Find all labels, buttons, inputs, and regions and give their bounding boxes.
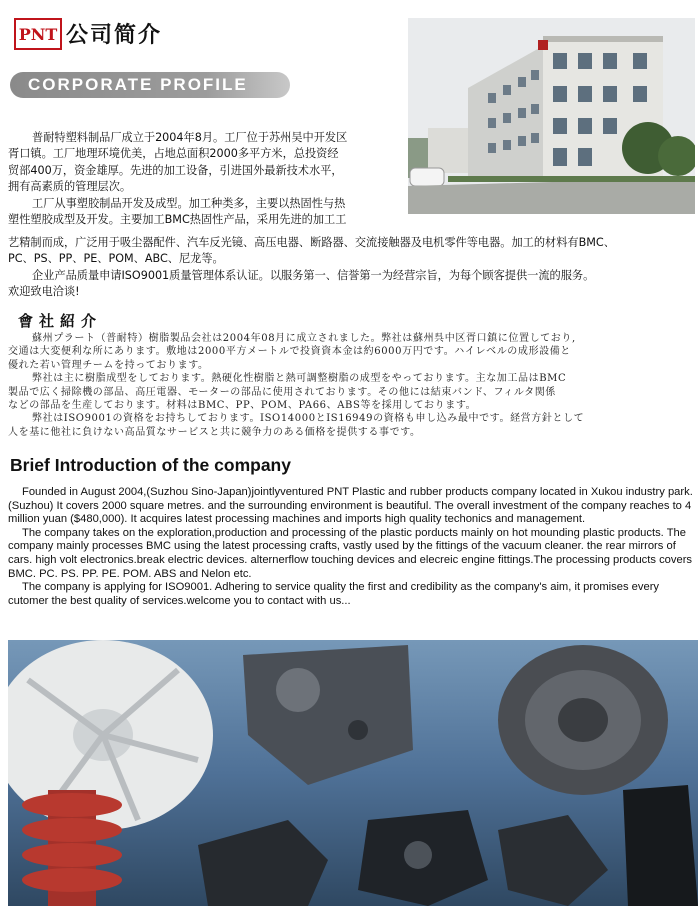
cn-line: 工厂从事塑胶制品开发及成型。加工种类多，主要以热固性与热 bbox=[32, 196, 346, 210]
jp-line: 人を基に他社に負けない高品質なサービスと共に競争力のある価格を提供する事です。 bbox=[8, 426, 421, 438]
cn-line: 艺精制而成，广泛用于吸尘器配件、汽车反光镜、高压电器、断路器、交流接触器及电机零件等电器。加工的材料有BMC、 bbox=[8, 236, 615, 249]
company-logo bbox=[14, 18, 62, 50]
products-illustration bbox=[8, 640, 698, 906]
japanese-section-title: 會社紹介 bbox=[18, 312, 103, 330]
cn-line: 胥口镇。工厂地理环境优美，占地总面积2000多平方米，总投资经 bbox=[8, 147, 339, 161]
jp-line: 優れた若い管理チームを持っております。 bbox=[8, 359, 209, 371]
chinese-intro-top bbox=[8, 130, 400, 228]
corporate-profile-banner bbox=[10, 72, 290, 98]
chinese-intro-bottom bbox=[8, 235, 694, 301]
cn-line: 拥有高素质的管理层次。 bbox=[8, 180, 132, 194]
english-section-title: Brief Introduction of the company bbox=[10, 455, 291, 475]
banner-label: CORPORATE PROFILE bbox=[28, 75, 248, 94]
products-photo bbox=[8, 640, 698, 906]
jp-line: 弊社は主に樹脂成型をしております。熱硬化性樹脂と熱可調整樹脂の成型をやっております。主な加工品はBMC bbox=[32, 373, 567, 385]
building-illustration bbox=[408, 18, 695, 214]
logo-text: PNT bbox=[18, 24, 58, 44]
cn-line: 塑性塑胶成型及开发。主要加工BMC热固性产品，采用先进的加工工 bbox=[8, 213, 347, 227]
en-paragraph: The company takes on the exploration,production and processing of the plastic porducts mainly on hot mounding plastic products. The company mainly processes BMC using the latest processing crafts, vastly used by the fittings of the vacuum cleaner. the rear mirrors of cars. high volt electronics.break electric devices. alternerflow touching devices and elecreic engine fittings.The processing products covers BMC. PC. PS. PP. PE. POM. ABS and Nelon etc. bbox=[8, 526, 693, 580]
cn-line: 普耐特塑料制品厂成立于2004年8月。工厂位于苏州吴中开发区 bbox=[32, 131, 348, 144]
jp-line: 蘇州プラート（普耐特）樹脂製品会社は2004年08月に成立されました。弊社は蘇州呉中区胥口鎮に位置しており, bbox=[32, 333, 576, 344]
jp-line: 交通は大変便利な所にあります。敷地は2000平方メートルで投資資本金は約6000万円です。ハイレベルの成形設備と bbox=[8, 346, 571, 358]
ring-part bbox=[498, 645, 668, 795]
page-title-cn: 公司简介 bbox=[66, 23, 163, 48]
japanese-intro bbox=[8, 332, 698, 439]
en-paragraph: The company is applying for ISO9001. Adhering to service quality the first and credibility as the company's aim, it promises every cutomer the best quality of services.welcome you to contact with us... bbox=[8, 581, 660, 607]
jp-line: などの部品を生産しております。材料はBMC、PP、POM、PA66、ABS等を採用しております。 bbox=[8, 400, 477, 412]
cn-line: 贸部400万，资金雄厚。先进的加工设备，引进国外最新技术水平， bbox=[8, 163, 343, 177]
english-intro bbox=[8, 486, 696, 608]
factory-building-photo bbox=[408, 18, 695, 214]
jp-line: 弊社はISO9001の資格をお持ちしております。ISO14000とIS16949の資格も申し込み最中です。経営方針として bbox=[32, 413, 585, 425]
jp-line: 製品で広く掃除機の部品、高圧電器、モーターの部品に使用されております。その他には結束バンド、フィルタ関係 bbox=[8, 386, 556, 398]
cn-line: 欢迎致电洽谈! bbox=[8, 285, 80, 299]
cn-line: 企业产品质量申请ISO9001质量管理体系认证。以服务第一、信誉第一为经营宗旨，为每个顾客提供一流的服务。 bbox=[32, 268, 595, 282]
cn-line: PC、PS、PP、PE、POM、ABC、尼龙等。 bbox=[8, 252, 224, 266]
en-paragraph: Founded in August 2004,(Suzhou Sino-Japan)jointlyventured PNT Plastic and rubber products company located in Xukou industry park.(Suzhou) It covers 2000 square metres. and the surrounding environment is beautiful. The overall investment of the company reaches to 4 million yuan ($480,000). It acquires latest processing machines and imports high quality techonics and management. bbox=[8, 486, 693, 526]
